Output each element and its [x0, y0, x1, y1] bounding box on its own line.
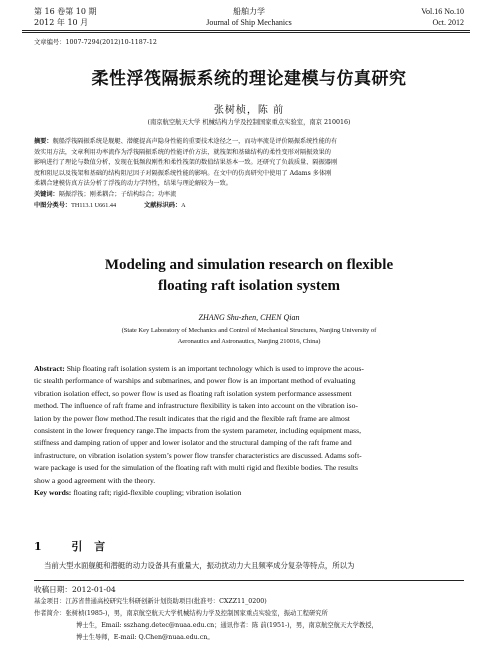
document-code-label: 文献标识码：	[144, 201, 182, 209]
intro-paragraph: 当前大型水面舰艇和潜艇的动力设备具有重量大，振动扰动力大且频率成分复杂等特点，所以为	[44, 561, 355, 570]
abstract-en-label: Abstract:	[34, 364, 65, 373]
footnote-rule	[34, 580, 464, 581]
title-cn: 柔性浮筏隔振系统的理论建模与仿真研究	[91, 69, 407, 89]
abstract-cn-label: 摘要：	[34, 138, 53, 145]
abstract-cn-line: 舰船浮筏隔振系统是舰艇、潜艇提高声隐身性能的重要技术途径之一，而功率流是评价隔振系统性能的有	[52, 138, 338, 145]
classification-cn	[34, 201, 464, 212]
affiliation-en-line1: (State Key Laboratory of Mechanics and Control of Mechanical Structures, Nanjing University of	[121, 327, 377, 334]
classification-label: 中图分类号：	[34, 201, 72, 209]
abstract-en-line: vibration isolation effect, so power flow is used as floating raft isolation system performance assessment	[34, 388, 352, 398]
article-id: 文章编号：1007-7294(2012)10-1187-12	[34, 39, 157, 46]
author-note: 博士生导师，E-mail: Q.Chen@nuaa.edu.cn。	[76, 634, 214, 641]
abstract-en-line: consistent in the lower frequency range.The impacts from the system parameter, including equipment mass,	[34, 426, 361, 436]
received-date: 收稿日期：2012-01-04	[34, 585, 116, 594]
keywords-cn-text: 隔振浮筏；刚柔耦合；子结构综合；功率流	[58, 190, 177, 198]
abstract-en-line: stiffness and damping ration of upper and lower isolator and the structural damping of the raft frame and	[34, 438, 352, 448]
abstract-en-line: method. The influence of raft frame and infrastructure flexibility is taken into account on the vibration iso-	[34, 401, 358, 411]
affiliation-en-line2: Aeronautics and Astronautics, Nanjing 210016, China)	[177, 338, 321, 345]
journal-name-cn: 船舶力学	[233, 7, 265, 16]
title-en-line2: floating raft isolation system	[157, 278, 341, 294]
abstract-cn-line: 效实用方法，文章利用功率流作为浮筏隔振系统的性能评价方法，就筏架和基础结构的柔性变形对隔振效果的	[34, 148, 331, 156]
authors-en: ZHANG Shu-zhen, CHEN Qian	[198, 313, 300, 322]
journal-date-en: Oct. 2012	[432, 18, 464, 27]
abstract-cn	[34, 137, 464, 211]
section-number: 1	[34, 540, 46, 553]
keywords-en-label: Key words:	[34, 488, 72, 498]
classification-value: TH113.1 U661.44	[71, 201, 117, 209]
header-rule-top	[22, 30, 470, 31]
abstract-en-line: infrastructure, on vibration isolation system’s power flow transfer characteristics are discussed. Adams soft-	[34, 450, 362, 460]
author-note: 博士生，Email: sszhang.detec@nuaa.edu.cn；通讯作者：陈 前(1951-)，男，南京航空航天大学教授，	[76, 622, 378, 629]
keywords-cn-label: 关键词：	[34, 190, 59, 198]
fund-note: 基金项目：江苏省普通高校研究生科研创新计划资助项目(批准号：CXZZ11_0200)	[34, 598, 267, 605]
affiliation-cn: (南京航空航天大学 机械结构力学及控制国家重点实验室，南京 210016)	[147, 119, 351, 126]
document-code-value: A	[181, 201, 186, 209]
journal-volume: 第 16 卷第 10 期	[34, 7, 97, 16]
keywords-cn	[34, 190, 464, 201]
journal-date: 2012 年 10 月	[34, 18, 89, 27]
section-title: 引 言	[71, 540, 110, 553]
journal-name-en: Journal of Ship Mechanics	[206, 18, 292, 27]
abstract-en-line: show a good agreement with the theory.	[34, 475, 156, 485]
keywords-en-text: floating raft; rigid-flexible coupling; vibration isolation	[71, 488, 242, 498]
section-heading	[34, 538, 109, 554]
abstract-cn-line: 柔耦合建模仿真方法分析了浮筏的动力学特性，结果与理论解较为一致。	[34, 180, 232, 188]
abstract-en-line: lation by the power flow method.The result indicates that the rigid and the flexible raft frame are almost	[34, 413, 350, 423]
journal-volume-en: Vol.16 No.10	[421, 7, 464, 16]
keywords-en	[34, 487, 464, 499]
abstract-en-line: Ship floating raft isolation system is an important technology which is used to improve the acous-	[64, 364, 364, 373]
abstract-en	[34, 363, 464, 499]
abstract-en-line: tic stealth performance of warships and submarines, and power flow is an important method of evaluating	[34, 376, 356, 386]
author-note: 作者简介：张树桢(1985-)，男，南京航空航天大学机械结构力学及控制国家重点实验室，振动工程研究所	[34, 610, 328, 617]
title-en-line1: Modeling and simulation research on flexible	[104, 257, 394, 273]
authors-cn: 张树桢，陈 前	[213, 105, 285, 116]
abstract-cn-line: 影响进行了理论与数值分析，发现在低频段刚性和柔性筏架的数值结果基本一致。还研究了负载质量、隔振器刚	[34, 159, 338, 167]
abstract-en-line: ware package is used for the simulation of the floating raft with multi rigid and flexible bodies. The results	[34, 463, 358, 473]
footnotes	[34, 584, 474, 644]
abstract-cn-line: 度和阻尼以及筏架和基础的结构阻尼因子对隔振系统性能的影响。在文中的仿真研究中使用了 Adams 多体刚	[34, 169, 332, 177]
header-rule-bottom	[22, 32, 470, 33]
